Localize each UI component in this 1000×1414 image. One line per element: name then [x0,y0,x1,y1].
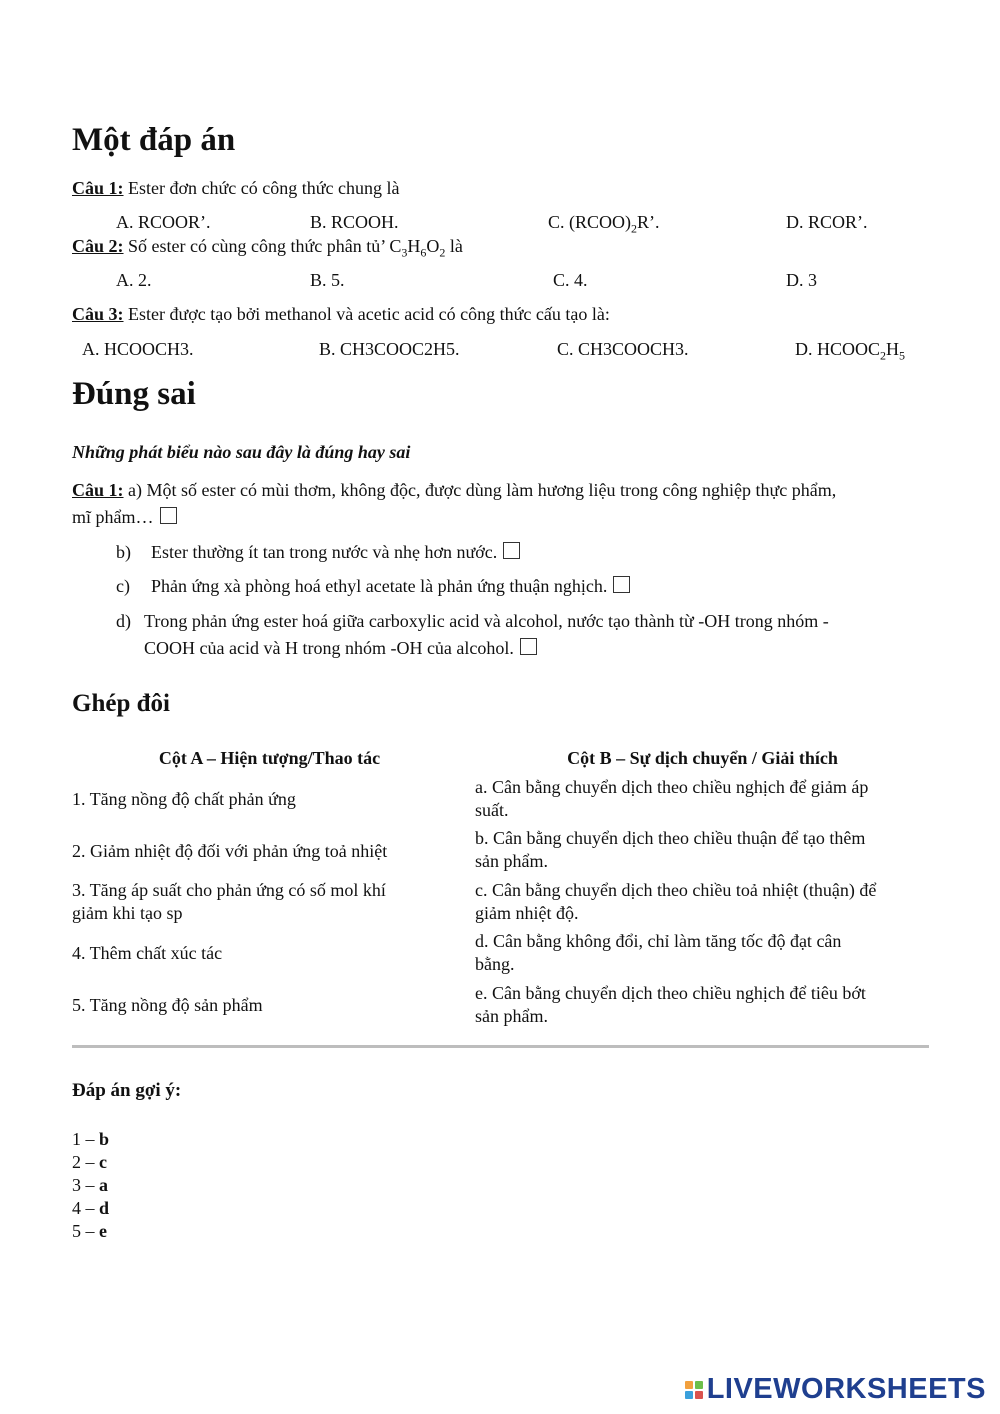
q1-option-c[interactable]: C. $(RCOO)_2R$’. [548,212,660,236]
tf-statement-a-line2: mĩ phẩm… [72,507,177,528]
question-label: Câu 3: [72,304,124,324]
section-title-multiple-choice: Một đáp án [72,122,236,158]
question-label: Câu 2: [72,236,124,256]
divider [72,1045,929,1048]
answer-item: 2 – c [72,1152,107,1172]
match-a-1[interactable]: 1. Tăng nồng độ chất phản ứng [72,789,296,809]
column-a-header: Cột A – Hiện tượng/Thao tác [158,748,381,768]
column-b-header: Cột B – Sự dịch chuyển / Giải thích [567,748,838,768]
match-a-5[interactable]: 5. Tăng nồng độ sản phẩm [72,995,263,1015]
answer-item: 1 – b [72,1129,110,1149]
question-1 [72,178,399,199]
match-b-e[interactable]: e. Cân bằng chuyển dịch theo chiều nghịch để tiêu bớt sản phẩm. [475,983,866,1026]
tf-marker-d: d) [116,611,131,631]
q2-option-a[interactable]: A. 2. [116,270,152,290]
question-2: Câu 2: Số ester có cùng công thức phân tủ’ $C_3H_6O_2$ là [72,236,463,260]
tf-statement-c: Phản ứng xà phòng hoá ethyl acetate là phản ứng thuận nghịch. [151,576,630,597]
checkbox-d[interactable] [520,638,537,655]
section-title-matching: Ghép đôi [72,690,170,717]
tf-statement-d-line2: COOH của acid và H trong nhóm -OH của alcohol. [144,638,537,659]
match-b-c[interactable]: c. Cân bằng chuyển dịch theo chiều toả nhiệt (thuận) để giảm nhiệt độ. [475,880,877,923]
tf-statement-d-line1: Trong phản ứng ester hoá giữa carboxylic acid và alcohol, nước tạo thành từ -OH trong nhóm - [144,611,829,631]
match-a-4[interactable]: 4. Thêm chất xúc tác [72,943,223,963]
q3-option-a[interactable]: A. HCOOCH3. [82,339,194,359]
logo-text: LIVEWORKSHEETS [706,1373,986,1405]
q2-option-b[interactable]: B. 5. [310,270,345,290]
match-a-2[interactable]: 2. Giảm nhiệt độ đối với phản ứng toả nhiệt [72,841,388,861]
answer-list [72,1128,109,1243]
question-text: Ester được tạo bởi methanol và acetic acid có công thức cấu tạo là: [123,304,610,324]
q1-option-d[interactable]: D. RCOR’. [786,212,868,232]
match-b-a[interactable]: a. Cân bằng chuyển dịch theo chiều nghịch để giảm áp suất. [475,777,869,820]
logo-icon [685,1381,703,1399]
q2-option-d[interactable]: D. 3 [786,270,817,290]
match-a-3[interactable]: 3. Tăng áp suất cho phản ứng có số mol khí giảm khi tạo sp [72,880,386,923]
question-label: Câu 1: [72,178,124,198]
answers-title: Đáp án gợi ý: [72,1080,182,1101]
question-label: Câu 1: [72,480,124,500]
match-b-d[interactable]: d. Cân bằng không đổi, chỉ làm tăng tốc độ đạt cân bằng. [475,931,842,974]
q1-option-b[interactable]: B. RCOOH. [310,212,399,232]
tf-marker-c: c) [116,576,130,596]
checkbox-a[interactable] [160,507,177,524]
question-3 [72,304,610,325]
tf-statement-b: Ester thường ít tan trong nước và nhẹ hơn nước. [151,542,520,563]
q2-option-c[interactable]: C. 4. [553,270,588,290]
instruction: Những phát biểu nào sau đây là đúng hay sai [72,442,411,462]
q3-option-b[interactable]: B. CH3COOC2H5. [319,339,460,359]
answer-item: 5 – e [72,1221,107,1241]
question-text: Ester đơn chức có công thức chung là [123,178,400,198]
answer-item: 3 – a [72,1175,108,1195]
match-b-b[interactable]: b. Cân bằng chuyển dịch theo chiều thuận để tạo thêm sản phẩm. [475,828,866,871]
checkbox-b[interactable] [503,542,520,559]
section-title-true-false: Đúng sai [72,376,196,412]
answer-item: 4 – d [72,1198,110,1218]
tf-marker-b: b) [116,542,131,562]
liveworksheets-logo [685,1373,986,1406]
checkbox-c[interactable] [613,576,630,593]
tf-statement-a-line1: Câu 1: a) Một số ester có mùi thơm, không độc, được dùng làm hương liệu trong công nghiệp thực phẩm, [72,480,837,500]
q1-option-a[interactable]: A. RCOOR’. [116,212,211,232]
q3-option-d[interactable]: D. $HCOOC_2H_5$ [795,339,906,363]
q3-option-c[interactable]: C. CH3COOCH3. [557,339,689,359]
